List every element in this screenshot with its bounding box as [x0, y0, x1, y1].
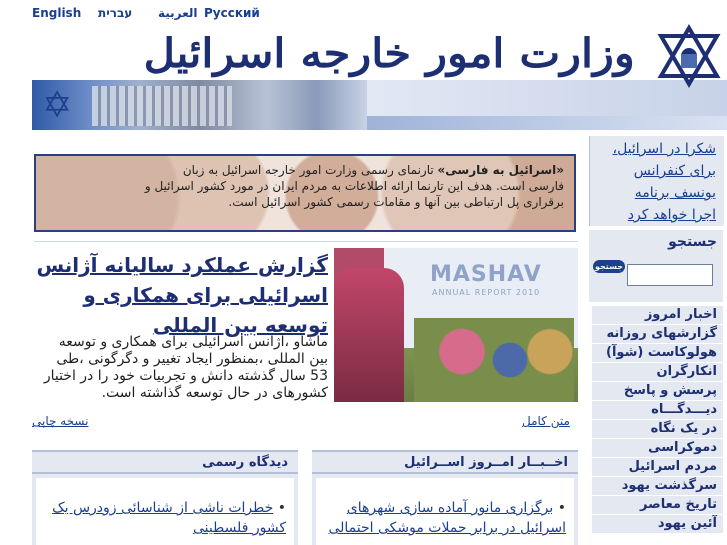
today-news-header — [312, 450, 578, 474]
lang-english-link[interactable]: English — [32, 6, 82, 20]
official-view-title: دیدگاه رسمی — [202, 455, 288, 470]
sidebar-menu — [592, 306, 723, 534]
lang-hebrew-link[interactable]: עברית — [98, 6, 133, 20]
promo-panel — [589, 136, 724, 226]
star-of-david-icon: ✡ — [42, 85, 73, 126]
sidebar-item-viewpoint[interactable]: دیـــدگـــاه — [592, 401, 723, 420]
site-header-banner — [32, 22, 727, 130]
sidebar-item-modern-history[interactable]: تاریخ معاصر — [592, 496, 723, 515]
lang-russian-link[interactable]: Русский — [204, 6, 260, 20]
intro-box — [34, 154, 576, 232]
sidebar-item-judaism[interactable]: آئین یهود — [592, 515, 723, 534]
today-news-title: اخــبــار امــروز اســرائیل — [404, 455, 568, 470]
search-panel — [589, 230, 723, 302]
promo-line: برای کنفرانس — [633, 163, 716, 179]
sidebar-item-at-a-glance[interactable]: در یک نگاه — [592, 420, 723, 439]
divider — [34, 241, 578, 242]
official-view-link[interactable]: خطرات ناشی از شناسائی زودرس یک کشور فلسطینی — [52, 500, 286, 536]
news-item — [42, 498, 286, 538]
intro-lead: «اسرائیل به فارسی» — [437, 163, 564, 177]
search-title: جستجو — [668, 234, 717, 250]
mashav-report-caption: ANNUAL REPORT 2010 — [432, 288, 541, 297]
feature-summary: ماشاو ،آژانس اسرائیلی برای همکاری و توسعه بین المللی ،بمنظور ایجاد تغییر و دگرگونی ،طی 53 سال گذشته دانش و تجربیات خود را در اختیار کشورهای در حال توسعه گذاشته است. — [43, 334, 328, 401]
official-view-body — [36, 478, 294, 545]
sidebar-item-deniers[interactable]: انکارگران — [592, 363, 723, 382]
sidebar-item-people[interactable]: مردم اسرائیل — [592, 458, 723, 477]
ministry-emblem-icon — [657, 24, 721, 88]
bullet-icon: • — [273, 500, 286, 516]
promo-line: یونسف برنامه — [634, 185, 716, 201]
sidebar-item-today-news[interactable]: اخبار امروز — [592, 306, 723, 325]
feature-title-link[interactable]: گزارش عملکرد سالیانه آژانس اسرائیلی برای همکاری و توسعه بین المللی — [36, 253, 328, 337]
sidebar-item-holocaust[interactable]: هولوکاست (شوآ) — [592, 344, 723, 363]
bullet-icon: • — [553, 500, 566, 516]
language-bar — [0, 0, 727, 24]
search-button[interactable]: جستجو — [593, 260, 625, 273]
official-view-box — [32, 450, 298, 545]
sidebar-item-democracy[interactable]: دموکراسی — [592, 439, 723, 458]
today-news-box — [312, 450, 578, 545]
promo-line: شکرا در اسرائیل، — [612, 141, 716, 157]
search-input[interactable] — [627, 264, 713, 286]
sidebar-item-jewish-history[interactable]: سرگذشت یهود — [592, 477, 723, 496]
sidebar-item-daily-reports[interactable]: گزارشهای روزانه — [592, 325, 723, 344]
feature-image[interactable] — [334, 248, 578, 402]
site-title: وزارت امور خارجه اسرائیل — [143, 30, 635, 77]
full-text-link[interactable]: متن کامل — [522, 414, 570, 428]
lang-arabic-link[interactable]: العربية — [158, 6, 198, 20]
mashav-logo: MASHAV — [430, 262, 542, 287]
print-version-link[interactable]: نسخه چاپی — [32, 414, 89, 428]
today-news-body — [316, 478, 574, 545]
news-item-link[interactable]: برگزاری مانور آماده سازی شهرهای اسرائیل در برابر حملات موشکی احتمالی — [328, 500, 566, 536]
header-photo — [32, 80, 367, 130]
sidebar-item-faq[interactable]: پرسش و پاسخ — [592, 382, 723, 401]
news-item — [322, 498, 566, 538]
promo-link[interactable] — [590, 136, 724, 226]
promo-line: اجرا خواهد کرد — [627, 207, 716, 223]
official-view-header — [32, 450, 298, 474]
intro-text — [144, 162, 564, 210]
intro-body: تارنمای رسمی وزارت امور خارجه اسرائیل به زبان فارسی است. هدف این تارنما ارائه اطلاعات به مردم ایران در مورد کشور اسرائیل و برقراری پل ارتباطی بین آنها و مقامات رسمی کشور اسرائیل است. — [144, 163, 564, 209]
